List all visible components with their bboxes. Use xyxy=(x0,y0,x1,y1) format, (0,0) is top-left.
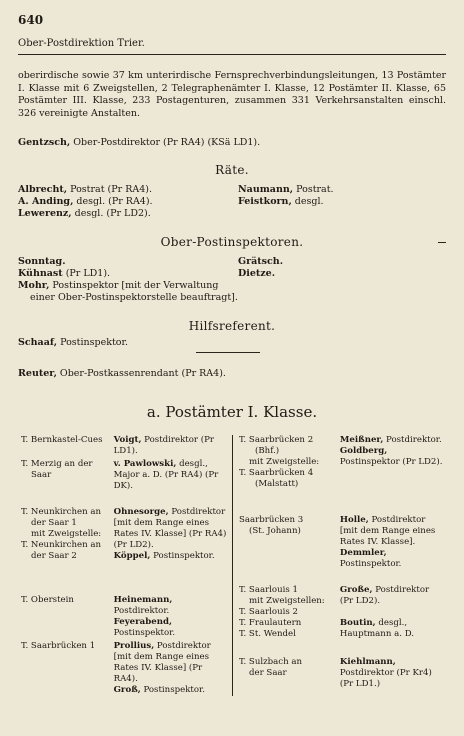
people-cell xyxy=(340,515,443,585)
place-line: mit Zweigstellen: xyxy=(249,596,325,606)
person-title: Postdirektor. xyxy=(113,606,170,616)
people-cell xyxy=(340,435,443,515)
person-title: Postdirektor (Pr Kr4) (Pr LD1.) xyxy=(339,668,432,689)
person-title: Postdirektor (Pr LD2). xyxy=(339,585,430,606)
place-cell xyxy=(239,585,334,657)
right-column-people xyxy=(337,435,446,696)
place-line: T. Saarbrücken 4 xyxy=(239,468,314,478)
person-title: desgl., Hauptmann a. D. xyxy=(339,618,415,639)
place-line: (Malstatt) xyxy=(255,479,299,489)
right-column-places xyxy=(233,435,337,696)
place-line: T. Merzig an der xyxy=(21,459,93,469)
kasse-entry xyxy=(18,368,446,380)
place-line: T. Oberstein xyxy=(21,595,74,605)
header-rule xyxy=(18,54,446,55)
person-title: Postinspektor. xyxy=(339,559,402,569)
person-name: Große, xyxy=(339,585,373,595)
person-name: Heinemann, xyxy=(113,595,173,605)
person-name: Sonntag. xyxy=(18,256,66,267)
intro-paragraph: oberirdische sowie 37 km unterirdische Fernsprechverbindungsleitungen, 13 Postämter I. Klasse mit 6 Zweigstellen, 2 Telegraphenämter I. Klasse, 12 Postämter II. Klasse, 65 Postämter III. Klasse, 233 Postagenturen, zusammen 331 Verkehrsanstalten einschl. 326 vereinigte Anstalten. xyxy=(18,70,446,119)
people-cell xyxy=(114,435,229,459)
raete-section xyxy=(18,164,446,224)
people-cell xyxy=(114,459,229,507)
inspektor-entry xyxy=(18,256,238,268)
place-line: der Saar 2 xyxy=(31,551,77,561)
person-title: desgl. xyxy=(291,196,324,207)
place-line: T. Neunkirchen an xyxy=(21,507,102,517)
person-name: Naumann, xyxy=(238,184,294,195)
place-cell xyxy=(21,459,108,507)
place-line: (Bhf.) xyxy=(255,446,280,456)
place-cell xyxy=(21,435,108,459)
place-line: T. Fraulautern xyxy=(239,618,302,628)
place-cell xyxy=(239,435,334,515)
place-line: mit Zweigstelle: xyxy=(249,457,320,467)
person-title: Postdirektor [mit dem Range eines Rates IV. Klasse] (Pr RA4) (Pr LD2). xyxy=(113,507,227,550)
person-name: Holle, xyxy=(339,515,369,525)
person-name: Demmler, xyxy=(339,548,387,558)
person-name: Meißner, xyxy=(339,435,384,445)
person-name: A. Anding, xyxy=(18,196,74,207)
hilfsreferent-entry xyxy=(18,337,128,349)
director-title: Ober-Postdirektor (Pr RA4) (KSä LD1). xyxy=(70,137,261,148)
people-cell xyxy=(340,657,443,690)
rat-entry xyxy=(18,196,153,208)
person-title: Postinspektor. xyxy=(113,628,176,638)
person-title: Postrat. xyxy=(293,184,334,195)
person-name: Boutin, xyxy=(339,618,376,628)
person-title: Postdirektor [mit dem Range eines Rates IV. Klasse]. xyxy=(339,515,436,547)
person-name: Dietze. xyxy=(238,268,276,279)
place-cell xyxy=(21,595,108,641)
person-title: desgl. (Pr LD2). xyxy=(71,208,151,219)
person-title: Postinspektor (Pr LD2). xyxy=(339,457,443,467)
person-title: Postinspektor. xyxy=(140,685,205,695)
inspektor-entry xyxy=(238,268,283,280)
people-cell xyxy=(340,585,443,657)
page-number: 640 xyxy=(18,13,44,27)
person-name: Kühnast xyxy=(18,268,63,279)
section-divider xyxy=(196,352,260,353)
raete-heading: Räte. xyxy=(215,163,249,177)
place-line: T. Saarbrücken 1 xyxy=(21,641,96,651)
place-line: T. Sulzbach an xyxy=(239,657,302,667)
rat-entry xyxy=(18,208,153,220)
place-cell xyxy=(21,507,108,595)
person-name: Voigt, xyxy=(113,435,142,445)
person-name: Groß, xyxy=(113,685,141,695)
place-line: T. Saarlouis 1 xyxy=(239,585,298,595)
running-header: Ober-Postdirektion Trier. xyxy=(18,38,145,49)
person-title: desgl., Major a. D. (Pr RA4) (Pr DK). xyxy=(113,459,219,491)
people-cell xyxy=(114,641,229,696)
inspektoren-heading: Ober-Postinspektoren. xyxy=(160,235,304,249)
rat-entry xyxy=(238,184,334,196)
section-title: a. Postämter I. Klasse. xyxy=(146,403,318,421)
inspektor-entry xyxy=(18,268,238,280)
director-entry xyxy=(18,137,446,149)
person-title: Postinspektor. xyxy=(57,337,129,348)
place-line: der Saar 1 xyxy=(31,518,77,528)
person-name: Prollius, xyxy=(113,641,155,651)
place-line: der Saar xyxy=(249,668,287,678)
raete-right-list xyxy=(238,184,334,208)
postaemter-table xyxy=(18,435,446,696)
inspektor-entry-continuation xyxy=(18,292,238,304)
person-title: einer Ober-Postinspektorstelle beauftragt]. xyxy=(30,292,238,303)
place-line: Saar xyxy=(31,470,52,480)
place-line: T. Saarlouis 2 xyxy=(239,607,298,617)
person-name: Feyerabend, xyxy=(113,617,172,627)
person-title: (Pr LD1). xyxy=(62,268,111,279)
inspektor-entry xyxy=(238,256,283,268)
person-name: Goldberg, xyxy=(339,446,388,456)
heading-dash xyxy=(438,242,446,243)
person-title: Postinspektor [mit der Verwaltung xyxy=(49,280,219,291)
person-title: Postdirektor (Pr LD1). xyxy=(113,435,215,456)
director-name: Gentzsch, xyxy=(18,137,71,148)
person-name: Feistkorn, xyxy=(238,196,292,207)
place-cell xyxy=(239,515,334,585)
place-line: T. Neunkirchen an xyxy=(21,540,102,550)
person-title: desgl. (Pr RA4). xyxy=(73,196,153,207)
person-name: Köppel, xyxy=(113,551,151,561)
place-line: T. St. Wendel xyxy=(239,629,296,639)
person-title: Postdirektor [mit dem Range eines Rates IV. Klasse] (Pr RA4). xyxy=(113,641,211,684)
left-column-places xyxy=(18,435,111,696)
place-line: (St. Johann) xyxy=(249,526,301,536)
place-line: T. Saarbrücken 2 xyxy=(239,435,314,445)
inspektor-entry xyxy=(18,280,238,292)
person-title: Ober-Postkassenrendant (Pr RA4). xyxy=(56,368,226,379)
person-name: Lewerenz, xyxy=(18,208,72,219)
people-cell xyxy=(114,595,229,641)
person-title: Postdirektor. xyxy=(383,435,442,445)
person-name: Kiehlmann, xyxy=(339,657,396,667)
person-title: Postinspektor. xyxy=(150,551,215,561)
person-name: Reuter, xyxy=(18,368,57,379)
rat-entry xyxy=(238,196,334,208)
place-line: Saarbrücken 3 xyxy=(239,515,304,525)
place-line: T. Bernkastel-Cues xyxy=(21,435,103,445)
people-cell xyxy=(114,507,229,595)
person-name: Albrecht, xyxy=(18,184,68,195)
inspektoren-left-list xyxy=(18,256,238,304)
person-name: Mohr, xyxy=(18,280,50,291)
rat-entry xyxy=(18,184,153,196)
hilfsreferent-heading: Hilfsreferent. xyxy=(188,319,276,333)
person-name: Grätsch. xyxy=(238,256,284,267)
left-column-people xyxy=(111,435,233,696)
place-line: mit Zweigstelle: xyxy=(31,529,102,539)
person-title: Postrat (Pr RA4). xyxy=(67,184,152,195)
hilfsreferent-section xyxy=(18,320,446,360)
inspektoren-right-list xyxy=(238,256,283,280)
person-name: v. Pawlowski, xyxy=(113,459,177,469)
place-cell xyxy=(239,657,334,679)
inspektoren-section xyxy=(18,236,446,312)
place-cell xyxy=(21,641,108,652)
raete-left-list xyxy=(18,184,153,220)
person-name: Schaaf, xyxy=(18,337,58,348)
person-name: Ohnesorge, xyxy=(113,507,169,517)
